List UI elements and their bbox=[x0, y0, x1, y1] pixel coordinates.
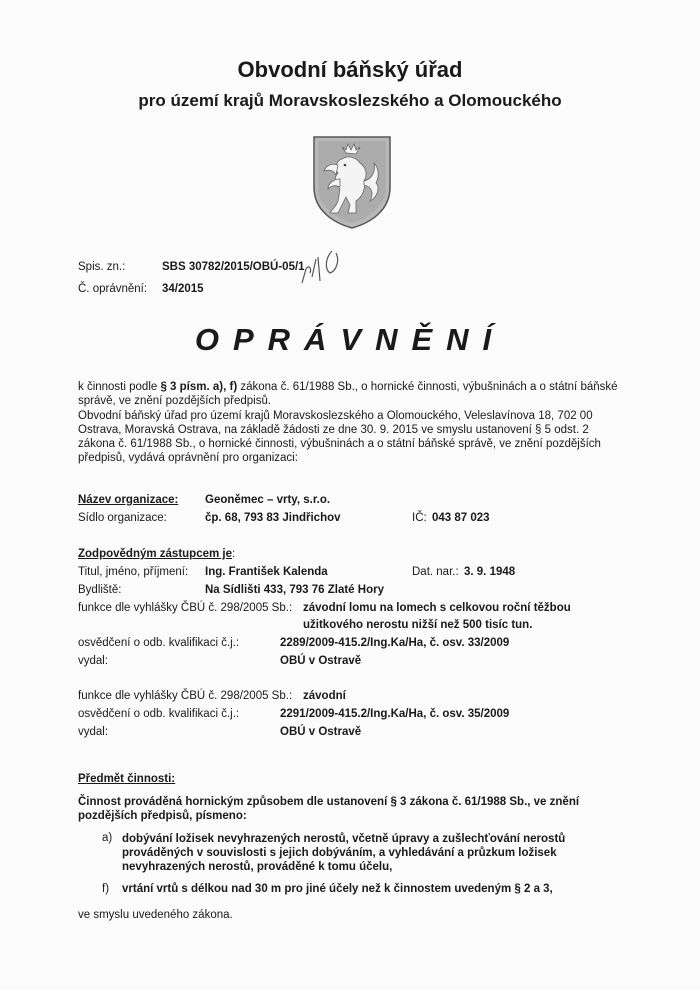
authority-name: Obvodní báňský úřad bbox=[237, 57, 463, 82]
item-a-line: nevyhrazených nerostů, prováděné k tomu účelu, bbox=[122, 861, 393, 873]
rep-issued2-label: vydal: bbox=[78, 726, 109, 738]
subject-lead bbox=[78, 795, 633, 823]
document-title: OPRÁVNĚNÍ bbox=[194, 322, 506, 357]
org-seat-value: čp. 68, 793 83 Jindřichov bbox=[205, 512, 341, 524]
intro-body-line: Obvodní báňský úřad pro území krajů Moravskoslezského a Olomouckého, Veleslavínova 18, 702 00 bbox=[78, 410, 593, 422]
intro-section: § 3 písm. a), f) bbox=[160, 381, 238, 393]
rep-function1-value: závodní lomu na lomech s celkovou roční těžbou bbox=[303, 602, 571, 614]
rep-function2-value: závodní bbox=[303, 690, 346, 702]
rep-cert1-label: osvědčení o odb. kvalifikaci č.j.: bbox=[78, 637, 240, 649]
opravneni-label: Č. oprávnění: bbox=[78, 283, 148, 295]
intro-line-2: správě, ve znění pozdějších předpisů. bbox=[78, 395, 272, 407]
spis-value: SBS 30782/2015/OBÚ-05/1 bbox=[162, 261, 305, 273]
rep-dob-value: 3. 9. 1948 bbox=[464, 566, 516, 578]
org-name-label: Název organizace: bbox=[78, 494, 179, 506]
intro-legal-basis bbox=[78, 380, 633, 408]
item-a-line: dobývání ložisek nevyhrazených nerostů, včetně úpravy a zušlechťování nerostů bbox=[122, 833, 566, 845]
authority-region: pro území krajů Moravskoslezského a Olomouckého bbox=[138, 91, 562, 110]
item-a-marker: a) bbox=[102, 832, 113, 844]
rep-issued2-value: OBÚ v Ostravě bbox=[280, 726, 362, 738]
org-ic-label: IČ: bbox=[412, 512, 427, 524]
item-f-text: vrtání vrtů s délkou nad 30 m pro jiné účely než k činnostem uvedeným § 2 a 3, bbox=[122, 883, 553, 895]
org-name-value: Geoněmec – vrty, s.r.o. bbox=[205, 494, 331, 506]
state-coat-of-arms-icon bbox=[312, 135, 392, 230]
subject-lead-line: pozdějších předpisů, písmeno: bbox=[78, 810, 247, 822]
handwritten-mark bbox=[296, 247, 356, 289]
rep-address-value: Na Sídlišti 433, 793 76 Zlaté Hory bbox=[205, 584, 384, 596]
intro-body-line: Ostrava, Moravská Ostrava, na základě žádosti ze dne 30. 9. 2015 ve smyslu ustanovení § 5 odst. 2 bbox=[78, 424, 589, 436]
representative-heading: Zodpovědným zástupcem je: bbox=[78, 548, 236, 560]
opravneni-value: 34/2015 bbox=[162, 283, 204, 295]
item-a-text bbox=[122, 832, 633, 874]
intro-body-line: předpisů, vydává oprávnění pro organizaci: bbox=[78, 452, 298, 464]
intro-body-line: zákona č. 61/1988 Sb., o hornické činnosti, výbušninách a o státní báňské správě, ve znění pozdějších bbox=[78, 438, 601, 450]
subject-heading: Předmět činnosti: bbox=[78, 773, 176, 785]
rep-address-label: Bydliště: bbox=[78, 584, 122, 596]
intro-prefix: k činnosti podle bbox=[78, 381, 161, 393]
closing-text: ve smyslu uvedeného zákona. bbox=[78, 909, 233, 921]
rep-name-value: Ing. František Kalenda bbox=[205, 566, 328, 578]
intro-body bbox=[78, 409, 633, 465]
org-ic-value: 043 87 023 bbox=[432, 512, 490, 524]
subject-lead-line: Činnost prováděná hornickým způsobem dle ustanovení § 3 zákona č. 61/1988 Sb., ve znění bbox=[78, 796, 580, 808]
rep-cert2-label: osvědčení o odb. kvalifikaci č.j.: bbox=[78, 708, 240, 720]
rep-function1-value-cont: užitkového nerostu nižší než 500 tisíc tun. bbox=[303, 619, 533, 631]
org-seat-label: Sídlo organizace: bbox=[78, 512, 167, 524]
item-f-marker: f) bbox=[102, 883, 110, 895]
rep-cert2-value: 2291/2009-415.2/Ing.Ka/Ha, č. osv. 35/2009 bbox=[280, 708, 510, 720]
rep-issued1-value: OBÚ v Ostravě bbox=[280, 655, 362, 667]
intro-suffix: zákona č. 61/1988 Sb., o hornické činnosti, výbušninách a o státní báňské bbox=[237, 381, 618, 393]
rep-function2-label: funkce dle vyhlášky ČBÚ č. 298/2005 Sb.: bbox=[78, 690, 293, 702]
rep-name-label: Titul, jméno, příjmení: bbox=[78, 566, 189, 578]
item-a-line: prováděných v souvislosti s jejich dobýváním, a vyhledávání a průzkum ložisek bbox=[122, 847, 557, 859]
rep-function1-label: funkce dle vyhlášky ČBÚ č. 298/2005 Sb.: bbox=[78, 602, 293, 614]
spis-label: Spis. zn.: bbox=[78, 261, 126, 273]
rep-dob-label: Dat. nar.: bbox=[412, 566, 459, 578]
rep-issued1-label: vydal: bbox=[78, 655, 109, 667]
rep-cert1-value: 2289/2009-415.2/Ing.Ka/Ha, č. osv. 33/2009 bbox=[280, 637, 510, 649]
